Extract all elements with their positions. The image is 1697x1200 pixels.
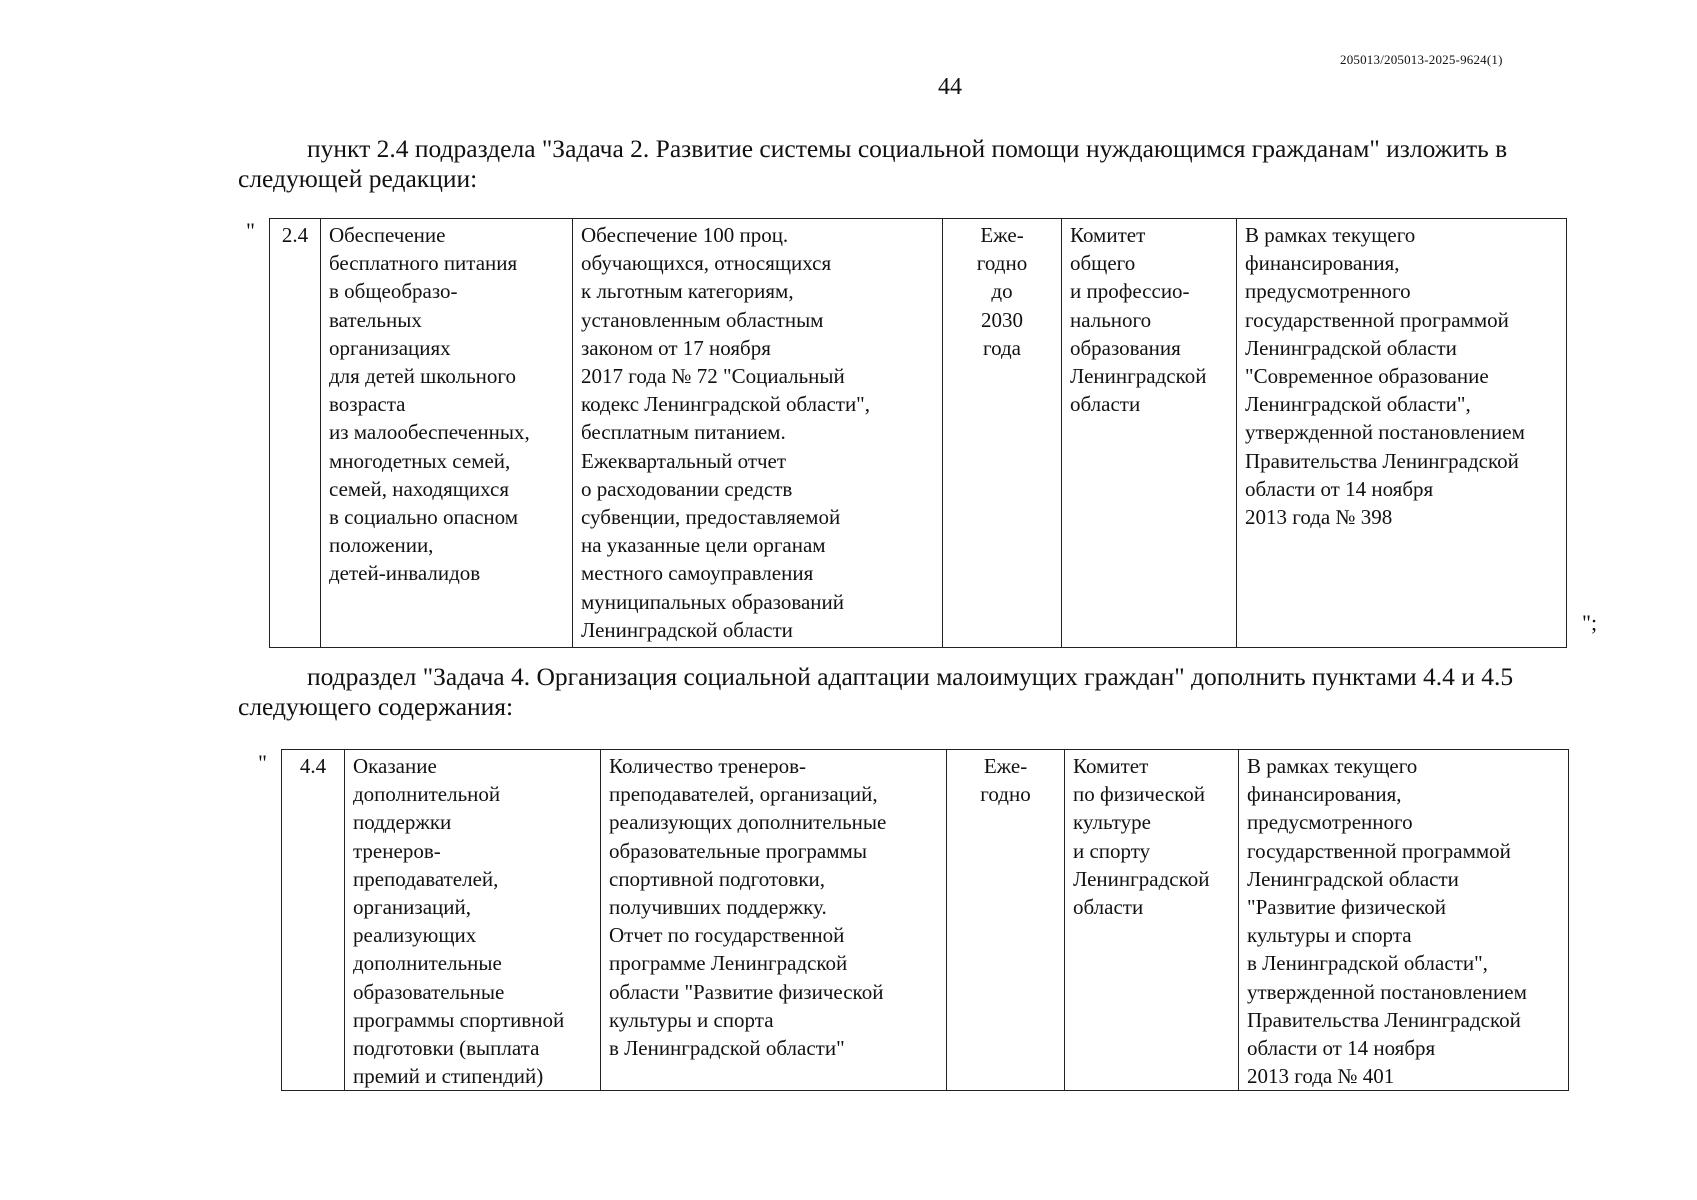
paragraph-text: пункт 2.4 подраздела "Задача 2. Развитие системы социальной помощи нуждающимся гражданам" изложить в следующей редакции: <box>238 134 1508 193</box>
paragraph-text: подраздел "Задача 4. Организация социальной адаптации малоимущих граждан" дополнить пунктами 4.4 и 4.5 следующего содержания: <box>238 662 1514 721</box>
amendment-table-2-4 <box>269 218 1567 648</box>
cell-measure-name: Обеспечение бесплатного питания в общеобразо- вательных организациях для детей школьного возраста из малообеспеченных, многодетных семей, семей, находящихся в социально опасном положении, детей-инвалидов <box>321 219 573 648</box>
table-row <box>282 750 1569 1091</box>
cell-item-number: 4.4 <box>282 750 345 1091</box>
cell-executor: Комитет общего и профессио- нального образования Ленинградской области <box>1062 219 1237 648</box>
document-id: 205013/205013-2025-9624(1) <box>1340 52 1503 67</box>
close-quote-1: "; <box>1582 610 1598 635</box>
cell-financing: В рамках текущего финансирования, предусмотренного государственной программой Ленинградской области "Развитие физической культуры и спорта в Ленинградской области", утвержденной постановлением Правительства Ленинградской области от 14 ноября 2013 года № 401 <box>1239 750 1569 1091</box>
cell-term: Еже- годно <box>947 750 1065 1091</box>
amendment-table-4-4 <box>281 749 1569 1091</box>
paragraph-add-items-4-4-4-5 <box>238 662 1600 722</box>
cell-financing: В рамках текущего финансирования, предусмотренного государственной программой Ленинградской области "Современное образование Ленинградской области", утвержденной постановлением Правительства Ленинградской области от 14 ноября 2013 года № 398 <box>1237 219 1567 648</box>
cell-expected-result: Обеспечение 100 проц. обучающихся, относящихся к льготным категориям, установленным областным законом от 17 ноября 2017 года № 72 "Социальный кодекс Ленинградской области", бесплатным питанием. Ежеквартальный отчет о расходовании средств субвенции, предоставляемой на указанные цели органам местного самоуправления муниципальных образований Ленинградской области <box>573 219 943 648</box>
cell-measure-name: Оказание дополнительной поддержки тренеров- преподавателей, организаций, реализующих дополнительные образовательные программы спортивной подготовки (выплата премий и стипендий) <box>345 750 601 1091</box>
page-number: 44 <box>938 74 962 100</box>
cell-expected-result: Количество тренеров- преподавателей, организаций, реализующих дополнительные образовательные программы спортивной подготовки, получивших поддержку. Отчет по государственной программе Ленинградской области "Развитие физической культуры и спорта в Ленинградской области" <box>601 750 947 1091</box>
cell-item-number: 2.4 <box>270 219 321 648</box>
cell-term: Еже- годно до 2030 года <box>943 219 1062 648</box>
table-row <box>270 219 1567 648</box>
paragraph-amend-item-2-4 <box>238 134 1578 194</box>
open-quote-2: " <box>258 750 267 775</box>
cell-executor: Комитет по физической культуре и спорту Ленинградской области <box>1065 750 1239 1091</box>
open-quote-1: " <box>246 218 255 243</box>
